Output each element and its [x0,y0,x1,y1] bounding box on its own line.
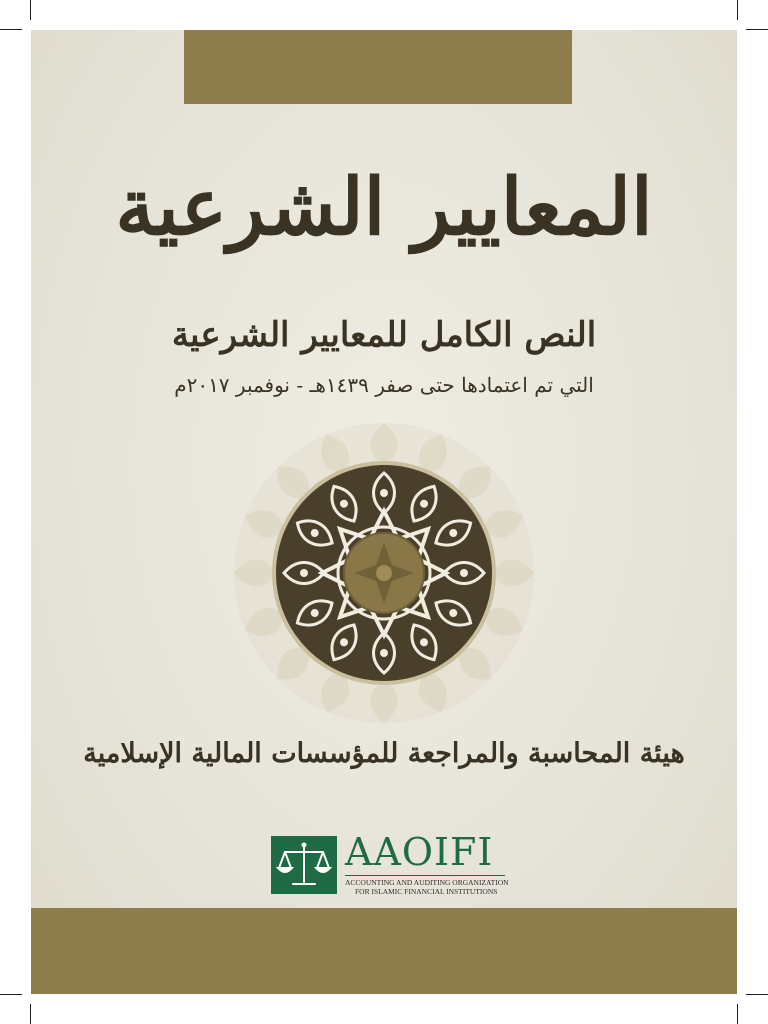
top-gold-band [184,30,572,104]
bottom-gold-band [31,908,737,994]
organization-name-arabic: هيئة المحاسبة والمراجعة للمؤسسات المالية الإسلامية [83,738,685,769]
ornamental-medallion-icon [209,423,559,723]
crop-mark [30,0,31,20]
logo-tagline-line-2: FOR ISLAMIC FINANCIAL INSTITUTIONS [355,887,498,896]
aaoifi-logo [271,830,511,902]
crop-mark [737,0,738,20]
logo-divider [345,875,505,876]
cover-date-line: التي تم اعتمادها حتى صفر ١٤٣٩هـ - نوفمبر ٢٠١٧م [174,373,594,397]
logo-emblem [271,836,337,894]
cover-subtitle: النص الكامل للمعايير الشرعية [171,315,597,355]
crop-mark [746,29,768,30]
logo-wordmark: AAOIFI [345,830,494,874]
cover-title: المعايير الشرعية [115,162,653,253]
crop-mark [737,1004,738,1024]
crop-mark [746,994,768,995]
logo-tagline-line-1: ACCOUNTING AND AUDITING ORGANIZATION [345,878,509,887]
scales-of-justice-icon [271,836,337,894]
crop-mark [0,994,22,995]
crop-mark [0,29,22,30]
crop-mark [30,1004,31,1024]
book-cover [31,30,737,994]
